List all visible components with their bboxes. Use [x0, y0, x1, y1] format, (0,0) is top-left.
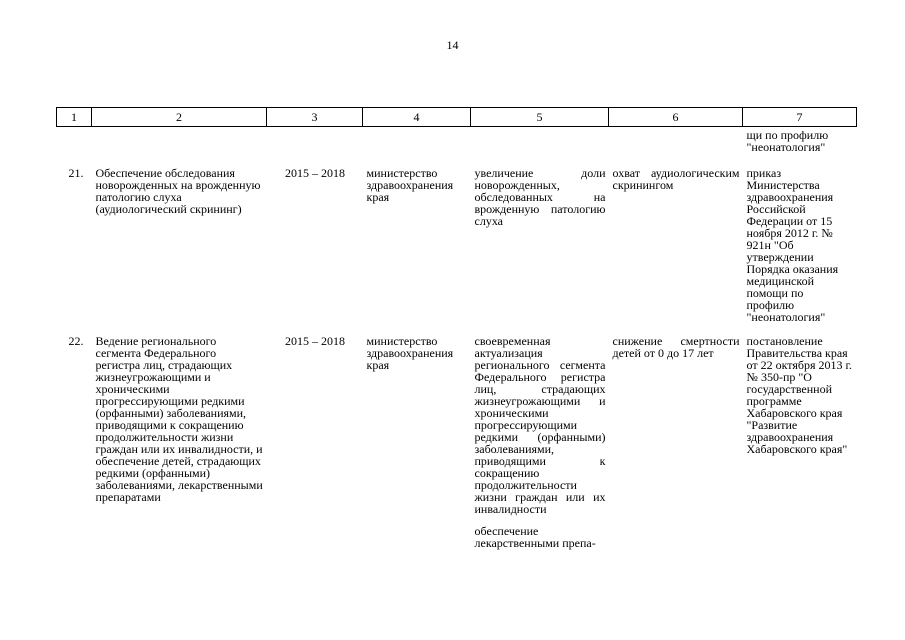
continued-document-cell: щи по профилю "неонатология" [746, 128, 829, 154]
result-cell [471, 335, 609, 549]
column-header: 2 [92, 108, 267, 127]
executor-cell: министерство здравоохранения края [366, 166, 454, 204]
document-cell: приказ Министерства здравоохранения Российской Федерации от 15 ноября 2012 г. № 921н "Об утверждении Порядка оказания медицинской помощи по профилю "неонатология" [746, 166, 839, 324]
executor-cell: министерство здравоохранения края [366, 334, 454, 372]
table-row [57, 335, 857, 549]
column-header: 5 [471, 108, 609, 127]
period-cell: 2015 – 2018 [285, 334, 345, 348]
measure-cell: Ведение регионального сегмента Федерального регистра лиц, страдающих жизнеугрожающими и хроническими прогрессирующими редкими (орфанными) заболеваниями, приводящими к сокращению продолжительности жизни граждан или их инвалидности, и обеспечение детей, страдающих редкими (орфанными) заболеваниями, лекарственными препаратами [95, 334, 263, 504]
page-number: 14 [446, 38, 459, 52]
period-cell: 2015 – 2018 [285, 166, 345, 180]
column-header: 1 [57, 108, 92, 127]
indicator-cell: охват аудиологическим скринингом [612, 166, 740, 192]
result-text: своевременная актуализация регионального сегмента Федерального регистра лиц, страдающих жизнеугрожающими и хроническими прогрессирующими редкими (орфанными) заболеваниями, приводящими к сокращению продолжительности жизни граждан или их инвалидности [474, 334, 606, 516]
column-header: 3 [267, 108, 363, 127]
table-row [57, 167, 857, 335]
column-numbers-row [57, 108, 857, 127]
column-header: 6 [609, 108, 743, 127]
continuation-row [57, 127, 857, 168]
result-extra-text: обеспечение лекарственными препа- [474, 524, 596, 550]
column-header: 4 [363, 108, 471, 127]
indicator-cell: снижение смертности детей от 0 до 17 лет [612, 334, 740, 360]
document-cell: постановление Правительства края от 22 октября 2013 г. № 350-пр "О государственной программе Хабаровского края "Развитие здравоохранения Хабаровского края" [746, 334, 853, 456]
measure-cell: Обеспечение обследования новорожденных на врожденную патологию слуха (аудиологический скрининг) [95, 166, 261, 216]
result-cell: увеличение доли новорожденных, обследованных на врожденную патологию слуха [474, 166, 606, 228]
column-header: 7 [743, 108, 857, 127]
measures-table [56, 107, 857, 549]
row-number: 21. [68, 166, 84, 180]
row-number: 22. [68, 334, 84, 348]
